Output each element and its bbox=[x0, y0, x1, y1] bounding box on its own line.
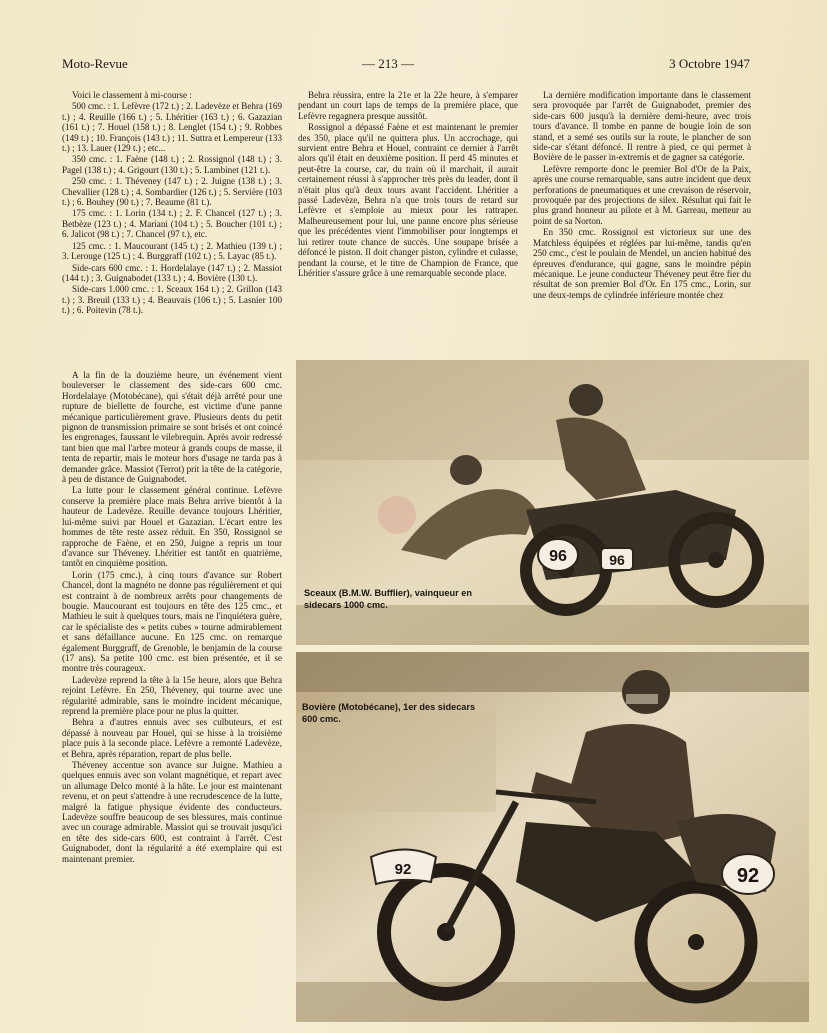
article-column-middle bbox=[298, 90, 518, 352]
page-header bbox=[62, 56, 750, 76]
paragraph: Side-cars 600 cmc. : 1. Hordelalaye (147 t.) ; 2. Massiot (144 t.) ; 3. Guignabodet (133 t.) ; 4. Bovière (130 t.). bbox=[62, 262, 282, 283]
sidecar-photo-boviere bbox=[296, 652, 809, 1022]
paragraph: Ladevèze reprend la tête à la 15e heure, alors que Behra rejoint Lefèvre. En 250, Théveney, qui tourne avec une régularité admirable, sans le moindre incident mécanique, reprend la première place pour ne plus la quitter. bbox=[62, 674, 282, 716]
paragraph: La lutte pour le classement général continue. Lefèvre conserve la première place mais Behra arrive bientôt à la hauteur de Ladevèze. Reuille devance toujours Lhéritier, lui-même suivi par Houel et Gazazian. L'écart entre les hommes de tête reste assez réduit. En 350, Rossignol se rapproche de Faène, et en 250, Juigne a repris un tour d'avance sur Théveney. Lhéritier est tantôt en quatrième, tantôt en cinquième position. bbox=[62, 485, 282, 569]
paragraph: En 350 cmc. Rossignol est victorieux sur une des Matchless équipées et réglées par lui-même, tandis qu'en 250 cmc., c'est le poulain de Mendel, un ancien habitué des épreuves d'endurance, qui gagne, sans le moindre pépin mécanique. Le jeune conducteur Théveney peut être fier du résultat de son premier Bol d'Or. En 175 cmc., Lorin, sur une deux-temps de cylindrée inférieure montée chez bbox=[533, 227, 751, 300]
plate-number-96-side: 96 bbox=[609, 552, 625, 568]
plate-number-96: 96 bbox=[549, 548, 567, 565]
plate-number-92: 92 bbox=[736, 865, 760, 887]
issue-date: 3 Octobre 1947 bbox=[669, 56, 750, 71]
paragraph: 250 cmc. : 1. Théveney (147 t.) ; 2. Juigne (138 t.) ; 3. Chevallier (128 t.) ; 4. Sombardier (126 t.) ; 5. Servière (103 t.) ; 6. Bouhey (90 t.) ; 7. Beaume (81 t.). bbox=[62, 176, 282, 208]
paragraph: A la fin de la douzième heure, un événement vient bouleverser le classement des side-cars 600 cmc. Hordelalaye (Motobécane), qui s'était déjà arrêté pour une rupture de biellette de fourche, est victime d'une panne mécanique particulièrement grave. Plusieurs dents du petit pignon de transmission primaire se sont brisés et ont coincé les engrenages, faussant le vilebrequin. Après avoir redressé tant bien que mal l'arbre moteur à grands coups de masse, il tenta de repartir, mais le moteur hors d'usage ne tarda pas à demander grâce. Massiot (Terrot) prit la tête de la catégorie, à peu de distance de Guignabodet. bbox=[62, 370, 282, 485]
paragraph: Théveney accentue son avance sur Juigne. Mathieu a quelques ennuis avec son volant magnétique, et repart avec un allumage Delco monté à la hâte. Le jour est maintenant revenu, et on peut s'attendre à une recrudescence de la lutte, malgré la fatigue physique évidente des conducteurs. Ladevèze souffre beaucoup de ses blessures, mais continue avec un courage admirable. Massiot qui se trouvait jusqu'ici en tête des side-cars 600, est contraint à l'arrêt. C'est Guignabodet, dont la régularité a été exemplaire qui est maintenant premier. bbox=[62, 760, 282, 864]
sidecar-photo-sceaux bbox=[296, 360, 809, 645]
paragraph: 350 cmc. : 1. Faène (148 t.) ; 2. Rossignol (148 t.) ; 3. Pagel (138 t.) ; 4. Grigourt (130 t.) ; 5. Lambinet (121 t.). bbox=[62, 154, 282, 175]
page-number: — 213 — bbox=[362, 56, 414, 71]
article-column-left bbox=[62, 370, 282, 976]
plate-number-92-front: 92 bbox=[394, 861, 412, 878]
photo-caption: Bovière (Motobécane), 1er des sidecars 600 cmc. bbox=[302, 702, 476, 724]
paragraph: Voici le classement à mi-course : bbox=[72, 90, 192, 100]
paragraph: Lorin (175 cmc.), à cinq tours d'avance sur Robert Chancel, dont la magnéto ne donne pas régulièrement et qui est contraint à de nombreux arrêts pour changements de bougie. Maucourant est toujours en tête des 125 cmc., et Mathieu le suit à quelques tours, mais ne l'inquiétera guère, car le spécialiste des « petits cubes » tourne admirablement et sans défaillance aucune. En 125 cmc. on remarque également Burggraff, de Grenoble, le benjamin de la course (17 ans). Sa petite 100 cmc. est bien présentée, et il se montre très courageux. bbox=[62, 569, 282, 674]
paragraph: La dernière modification importante dans le classement sera provoquée par l'arrêt de Guignabodet, premier des side-cars 600 jusqu'à la dernière demi-heure, avec trois tours d'avance. Il tombe en panne de bougie loin de son stand, et a semé ses outils sur la route, le plancher de son side-car s'étant défoncé. Il rentre à pied, ce qui permet à Bovière de le passer in-extremis et de gagner sa catégorie. bbox=[533, 90, 751, 163]
results-column bbox=[62, 90, 282, 362]
paragraph: 175 cmc. : 1. Lorin (134 t.) ; 2. F. Chancel (127 t.) ; 3. Betbèze (123 t.) ; 4. Mariani (104 t.) ; 5. Boucher (101 t.) ; 6. Jalicot (98 t.) ; 7. Chancel (97 t.), etc. bbox=[62, 208, 282, 240]
paragraph: 500 cmc. : 1. Lefèvre (172 t.) ; 2. Ladevèze et Behra (169 t.) ; 4. Reuille (166 t.) ; 5. Lhéritier (163 t.) ; 6. Gazazian (161 t.) ; 7. Houel (158 t.) ; 8. Lenglet (154 t.) ; 9. Robbes (149 t.) ; 10. François (143 t.) ; 11. Suttra et Lempereur (133 t.) ; 13. Lauer (129 t.) ; etc... bbox=[62, 101, 282, 154]
paragraph: Side-cars 1.000 cmc. : 1. Sceaux 164 t.) ; 2. Grillon (143 t.) ; 3. Breuil (133 t.) ; 4. Beauvais (106 t.) ; 5. Lasnier 100 t.) ; 6. Poitevin (78 t.). bbox=[62, 284, 282, 316]
paragraph: Behra a d'autres ennuis avec ses culbuteurs, et est dépassé à nouveau par Houel, qui se hisse à la troisième place puis à la seconde place. Lefèvre a remonté Ladevèze, et Behra, après réparation, repart de plus belle. bbox=[62, 717, 282, 759]
paragraph: Rossignol a dépassé Faène et est maintenant le premier des 350, place qu'il ne quittera plus. Un accrochage, qui survient entre Behra et Houel, contraint ce dernier à l'arrêt alors qu'il était en deuxième position. Il perd 45 minutes et peut-être la course, car, du train où il marchait, il aurait certainement réussi à s'approcher très près du leader, dont il n'était plus qu'à deux tours avant l'accident. Lhéritier a passé Ladevèze, Behra n'a que trois tours de retard sur Lefèvre et s'emploie au mieux pour les rattraper. Malheureusement pour lui, une panne encore plus sérieuse que les précédentes vient l'immobiliser pour longtemps et lui retirer toute chance de succès. Une soupape brisée a défoncé le piston. Il doit changer piston, cylindre et culasse, pendant la course, et le titre de Champion de France, que Lhéritier s'assure grâce à une remarquable seconde place. bbox=[298, 122, 518, 278]
paragraph: Lefèvre remporte donc le premier Bol d'Or de la Paix, après une course remarquable, sans autre incident que deux perforations de pneumatiques et une crevaison de réservoir, provoquée par des projections de silex. Résultat qui fait le plus grand honneur au pilote et à M. Garreau, metteur au point de sa Norton. bbox=[533, 163, 751, 226]
paragraph: 125 cmc. : 1. Maucourant (145 t.) ; 2. Mathieu (139 t.) ; 3. Lerouge (125 t.) ; 4. Burggraff (102 t.) ; 5. Layac (85 t.). bbox=[62, 240, 282, 262]
stamp-mark bbox=[378, 496, 416, 534]
publication-title: Moto-Revue bbox=[62, 56, 128, 71]
photo-caption: Sceaux (B.M.W. Bufflier), vainqueur en sidecars 1000 cmc. bbox=[304, 588, 472, 610]
paragraph: Behra réussira, entre la 21e et la 22e heure, à s'emparer pendant un court laps de temps de la première place, que Lefèvre regagnera presque aussitôt. bbox=[298, 90, 518, 121]
article-column-right bbox=[533, 90, 751, 352]
